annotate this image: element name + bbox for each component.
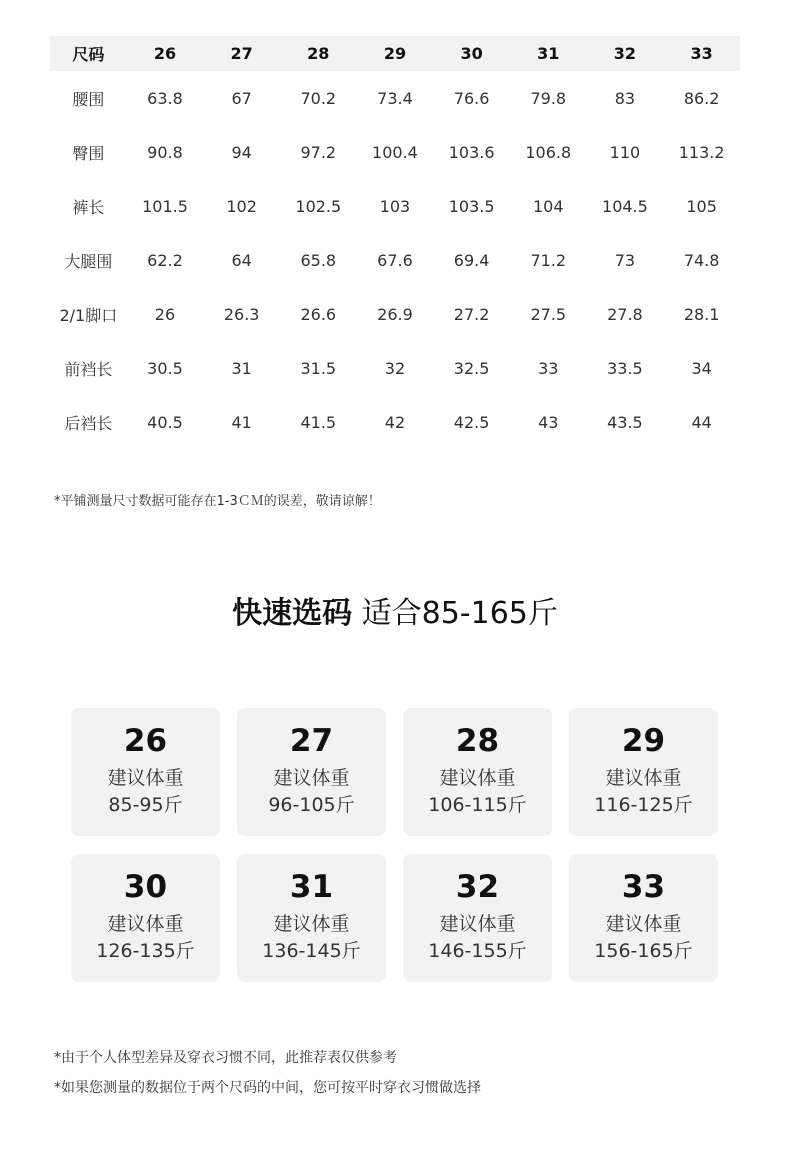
table-cell: 43.5: [607, 412, 643, 432]
table-cell: 103.5: [448, 196, 495, 216]
header-cell: 31: [537, 44, 560, 63]
table-cell: 33: [538, 358, 559, 378]
header-cell: 27: [230, 44, 253, 63]
row-label: 后裆长: [64, 413, 113, 433]
header-cell: 28: [307, 44, 330, 63]
card-weight-range: 156-165斤: [594, 940, 693, 962]
table-cell: 113.2: [678, 142, 725, 162]
card-size-number: 29: [621, 723, 666, 759]
table-cell: 104: [532, 196, 564, 216]
card-size-number: 27: [289, 723, 334, 759]
table-cell: 67.6: [377, 250, 413, 270]
row-label: 大腿围: [64, 251, 113, 271]
footnotes: [54, 1043, 481, 1103]
table-cell: 27.5: [530, 304, 567, 324]
row-label: 前裆长: [64, 359, 113, 379]
table-cell: 27.2: [453, 304, 490, 324]
size-chart-header-row: [50, 36, 740, 71]
size-card: [237, 854, 386, 982]
table-cell: 44: [691, 412, 712, 432]
size-card: [237, 708, 386, 836]
card-weight-range: 126-135斤: [96, 940, 195, 962]
header-cell: 30: [460, 44, 483, 63]
header-cell: 32: [613, 44, 637, 63]
footnote-reference: *由于个人体型差异及穿衣习惯不同，此推荐表仅供参考: [54, 1050, 397, 1066]
table-cell: 31.5: [300, 358, 337, 378]
size-card: [403, 854, 552, 982]
table-cell: 62.2: [147, 250, 183, 270]
card-size-number: 32: [455, 869, 500, 905]
table-cell: 90.8: [147, 142, 183, 162]
table-cell: 31: [231, 358, 252, 378]
table-cell: 70.2: [300, 88, 337, 108]
table-cell: 41: [231, 412, 252, 432]
size-recommendation-grid: [71, 708, 719, 982]
size-card: [569, 708, 718, 836]
table-cell: 106.8: [525, 142, 572, 162]
table-cell: 27.8: [607, 304, 643, 324]
table-cell: 41.5: [300, 412, 337, 432]
quick-select-title-range: 适合85-165斤: [352, 596, 558, 631]
table-row: [50, 125, 740, 179]
table-cell: 28.1: [683, 304, 720, 324]
card-size-number: 28: [455, 723, 500, 759]
quick-select-title: [0, 588, 790, 632]
table-cell: 32.5: [453, 358, 490, 378]
table-cell: 42: [384, 412, 406, 432]
table-cell: 42.5: [453, 412, 490, 432]
table-row: [50, 341, 740, 395]
table-cell: 73.4: [377, 88, 413, 108]
table-cell: 26.6: [300, 304, 337, 324]
table-cell: 67: [231, 88, 252, 108]
table-cell: 26.9: [377, 304, 413, 324]
table-cell: 102: [226, 196, 257, 216]
table-cell: 34: [691, 358, 712, 378]
table-cell: 71.2: [530, 250, 567, 270]
size-card: [71, 854, 220, 982]
card-size-number: 33: [621, 869, 666, 905]
card-weight-label: 建议体重: [107, 767, 184, 789]
header-cell: 29: [383, 44, 407, 63]
table-cell: 76.6: [453, 88, 490, 108]
row-label: 腰围: [72, 89, 105, 109]
card-weight-label: 建议体重: [273, 913, 350, 935]
table-cell: 103.6: [448, 142, 495, 162]
table-row: [50, 287, 740, 341]
card-size-number: 26: [123, 723, 168, 759]
table-cell: 110: [609, 142, 641, 162]
table-cell: 65.8: [300, 250, 337, 270]
table-row: [50, 233, 740, 287]
table-row: [50, 179, 740, 233]
row-label: 2/1脚口: [59, 305, 118, 325]
table-cell: 79.8: [530, 88, 567, 108]
measurement-error-note: *平铺测量尺寸数据可能存在1-3ＣＭ的误差，敬请谅解！: [54, 494, 381, 509]
table-cell: 105: [686, 196, 717, 216]
table-cell: 101.5: [142, 196, 188, 216]
table-cell: 97.2: [300, 142, 337, 162]
table-cell: 104.5: [602, 196, 648, 216]
card-weight-range: 136-145斤: [262, 940, 361, 962]
card-weight-range: 85-95斤: [108, 794, 183, 816]
header-cell: 尺码: [72, 45, 105, 64]
table-cell: 63.8: [147, 88, 183, 108]
header-cell: 26: [153, 44, 177, 63]
card-weight-range: 146-155斤: [428, 940, 527, 962]
card-weight-label: 建议体重: [605, 913, 682, 935]
table-cell: 73: [614, 250, 636, 270]
table-cell: 64: [231, 250, 252, 270]
table-cell: 102.5: [295, 196, 342, 216]
card-size-number: 31: [289, 869, 334, 905]
table-cell: 83: [614, 88, 636, 108]
table-cell: 32: [384, 358, 406, 378]
table-cell: 100.4: [372, 142, 418, 162]
card-weight-label: 建议体重: [107, 913, 184, 935]
table-cell: 30.5: [147, 358, 183, 378]
table-cell: 43: [538, 412, 559, 432]
row-label: 裤长: [72, 197, 105, 217]
row-label: 臀围: [72, 143, 105, 163]
card-weight-label: 建议体重: [273, 767, 350, 789]
table-row: [50, 71, 740, 125]
card-size-number: 30: [123, 869, 168, 905]
table-cell: 26: [154, 304, 176, 324]
size-card: [71, 708, 220, 836]
table-cell: 26.3: [223, 304, 260, 324]
size-card: [569, 854, 718, 982]
table-cell: 86.2: [683, 88, 720, 108]
quick-select-title-strong: 快速选码: [232, 596, 353, 631]
table-cell: 40.5: [147, 412, 183, 432]
card-weight-label: 建议体重: [439, 767, 516, 789]
table-cell: 94: [231, 142, 252, 162]
card-weight-label: 建议体重: [439, 913, 516, 935]
card-weight-label: 建议体重: [605, 767, 682, 789]
table-cell: 103: [379, 196, 411, 216]
size-card: [403, 708, 552, 836]
header-cell: 33: [690, 44, 713, 63]
card-weight-range: 116-125斤: [594, 794, 693, 816]
size-chart-table: [50, 36, 740, 449]
table-cell: 69.4: [453, 250, 490, 270]
footnote-between-sizes: *如果您测量的数据位于两个尺码的中间，您可按平时穿衣习惯做选择: [54, 1080, 481, 1096]
table-cell: 74.8: [683, 250, 720, 270]
table-cell: 33.5: [607, 358, 643, 378]
table-row: [50, 395, 740, 449]
card-weight-range: 96-105斤: [268, 794, 355, 816]
card-weight-range: 106-115斤: [428, 794, 527, 816]
